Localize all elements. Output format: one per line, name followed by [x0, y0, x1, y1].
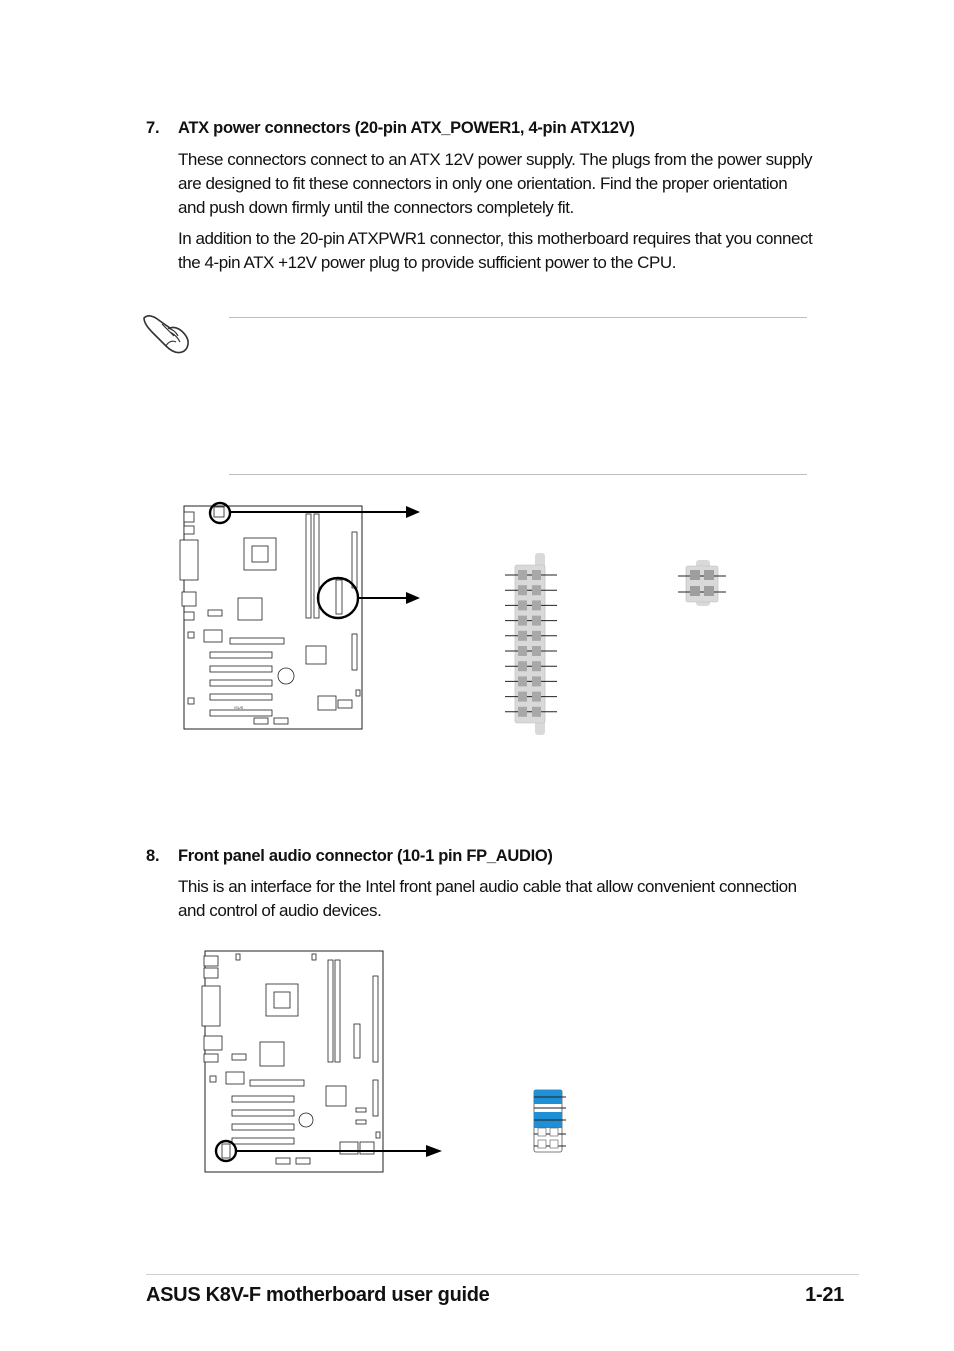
arrow-to-atx12v: [406, 506, 420, 518]
connector-pin: [532, 661, 541, 671]
atx-power1-connector-graphic: [505, 553, 565, 735]
section-7-number: 7.: [146, 119, 160, 137]
connector-pin: [518, 631, 527, 641]
section-7-paragraph-1: These connectors connect to an ATX 12V power supply. The plugs from the power supply are designed to fit these connectors in only one orientation. Find the proper orientation and push down firmly until the connectors completely fit.: [178, 150, 813, 217]
atx12v-connector-graphic: [678, 560, 728, 606]
connector-pin: [518, 646, 527, 656]
connector-pin: [532, 616, 541, 626]
footer-rule: [146, 1274, 859, 1275]
connector-pin: [532, 707, 541, 717]
connector-pin: [532, 692, 541, 702]
hand-pointing-icon: [140, 312, 194, 356]
connector-pin: [518, 585, 527, 595]
connector-pin: [532, 570, 541, 580]
motherboard-layout-fp-audio: [196, 946, 456, 1178]
section-8-heading: Front panel audio connector (10-1 pin FP_AUDIO): [178, 847, 553, 865]
connector-pin: [532, 676, 541, 686]
section-8-number: 8.: [146, 847, 160, 865]
page-number: 1-21: [805, 1284, 844, 1306]
connector-pin: [518, 676, 527, 686]
motherboard-layout-atx-power: [170, 498, 430, 734]
section-7-paragraph-2: In addition to the 20-pin ATXPWR1 connector, this motherboard requires that you connect the 4-pin ATX +12V power plug to provide sufficient power to the CPU.: [178, 229, 813, 272]
connector-pin: [518, 600, 527, 610]
connector-pin: [518, 707, 527, 717]
section-7-heading: ATX power connectors (20-pin ATX_POWER1, 4-pin ATX12V): [178, 119, 635, 137]
section-8-paragraph-1: This is an interface for the Intel front panel audio cable that allow convenient connection and control of audio devices.: [178, 877, 797, 920]
connector-pin: [532, 646, 541, 656]
footer-title: ASUS K8V-F motherboard user guide: [146, 1284, 490, 1306]
arrow-to-fp-audio: [426, 1145, 442, 1157]
connector-pin: [532, 585, 541, 595]
connector-pin: [518, 661, 527, 671]
connector-pin: [518, 692, 527, 702]
fp-audio-connector-graphic: [530, 1088, 570, 1154]
board-logo: /SUS: [234, 705, 244, 710]
connector-pin: [518, 616, 527, 626]
connector-pin: [518, 570, 527, 580]
connector-pin: [532, 600, 541, 610]
connector-pin: [532, 631, 541, 641]
note-bottom-rule: [229, 474, 807, 475]
note-top-rule: [229, 317, 807, 318]
arrow-to-atx-power1: [406, 592, 420, 604]
